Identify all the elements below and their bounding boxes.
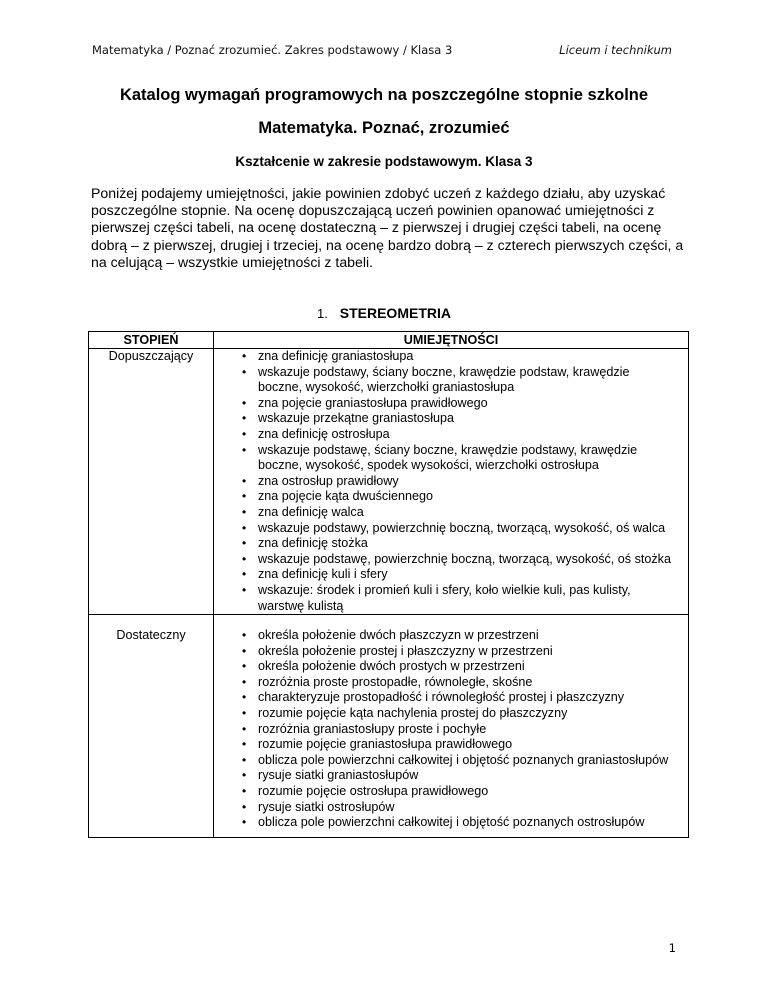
table-row [89,349,689,615]
list-item: • wskazuje podstawę, powierzchnię boczną, tworzącą, wysokość, oś stożka [242,552,674,568]
skills-cell [214,615,689,838]
list-item: • wskazuje podstawy, powierzchnię boczną, tworzącą, wysokość, oś walca [242,521,674,537]
list-item: • oblicza pole powierzchni całkowitej i objętość poznanych ostrosłupów [242,815,674,831]
skills-list [214,628,688,831]
list-item: • zna definicję ostrosłupa [242,427,674,443]
requirements-table [88,331,689,838]
intro-paragraph: Poniżej podajemy umiejętności, jakie powinien zdobyć uczeń z każdego działu, aby uzyskać poszczególne stopnie. Na ocenę dopuszczającą uczeń powinien opanować umiejętności z pierwszej części tabeli, na ocenę dostateczną – z pierwszej i drugiej części tabeli, na ocenę dobrą – z pierwszej, drugiej i trzeciej, na ocenę bardzo dobrą – z czterech pierwszych części, a na celującą – wszystkie umiejętności z tabeli. [91,185,684,270]
list-item: • rozróżnia graniastosłupy proste i pochyłe [242,722,674,738]
list-item: • zna pojęcie kąta dwuściennego [242,489,674,505]
list-item: • wskazuje podstawy, ściany boczne, krawędzie podstaw, krawędzie boczne, wysokość, wierzchołki graniastosłupa [242,365,674,396]
list-item: • oblicza pole powierzchni całkowitej i objętość poznanych graniastosłupów [242,753,674,769]
grade-cell: Dopuszczający [89,349,214,615]
document-subtitle: Matematyka. Poznać, zrozumieć [258,119,510,137]
skills-list [214,349,688,614]
list-item: • rozumie pojęcie kąta nachylenia prostej do płaszczyzny [242,706,674,722]
list-item: • wskazuje przekątne graniastosłupa [242,411,674,427]
list-item: • określa położenie dwóch prostych w przestrzeni [242,659,674,675]
list-item: • rysuje siatki ostrosłupów [242,800,674,816]
list-item: • zna ostrosłup prawidłowy [242,474,674,490]
list-item: • zna definicję graniastosłupa [242,349,674,365]
table-header-row [89,332,689,349]
document-title: Katalog wymagań programowych na poszczególne stopnie szkolne [119,86,649,104]
section-heading [0,305,768,321]
section-number: 1. [317,306,328,321]
list-item: • wskazuje: środek i promień kuli i sfery, koło wielkie kuli, pas kulisty, warstwę kulistą [242,583,674,614]
running-header-school: Liceum i technikum [559,43,672,57]
skills-cell [214,349,689,615]
running-header-title: Matematyka / Poznać zrozumieć. Zakres podstawowy / Klasa 3 [92,43,453,57]
list-item: • rozumie pojęcie ostrosłupa prawidłowego [242,784,674,800]
skills-column-header: UMIEJĘTNOŚCI [214,332,689,349]
list-item: • rozróżnia proste prostopadłe, równoległe, skośne [242,675,674,691]
list-item: • zna definicję kuli i sfery [242,567,674,583]
list-item: • wskazuje podstawę, ściany boczne, krawędzie podstawy, krawędzie boczne, wysokość, spodek wysokości, wierzchołki ostrosłupa [242,443,674,474]
list-item: • zna pojęcie graniastosłupa prawidłowego [242,396,674,412]
table-row [89,615,689,838]
document-level: Kształcenie w zakresie podstawowym. Klasa 3 [235,154,533,169]
page-number: 1 [668,941,676,955]
list-item: • rozumie pojęcie graniastosłupa prawidłowego [242,737,674,753]
grade-column-header: STOPIEŃ [89,332,214,349]
grade-cell: Dostateczny [89,615,214,838]
list-item: • zna definicję stożka [242,536,674,552]
list-item: • zna definicję walca [242,505,674,521]
list-item: • określa położenie dwóch płaszczyzn w przestrzeni [242,628,674,644]
list-item: • rysuje siatki graniastosłupów [242,768,674,784]
list-item: • określa położenie prostej i płaszczyzny w przestrzeni [242,644,674,660]
list-item: • charakteryzuje prostopadłość i równoległość prostej i płaszczyzny [242,690,674,706]
section-name: STEREOMETRIA [339,305,451,321]
